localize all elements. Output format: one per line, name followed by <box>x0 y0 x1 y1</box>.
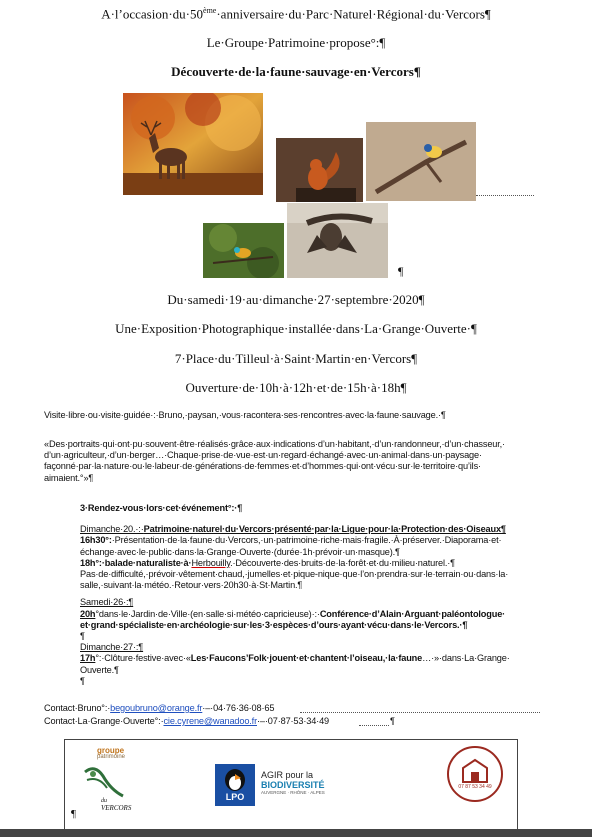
event-hours: Ouverture·de·10h·à·12h·et·de·15h·à·18h¶ <box>185 380 407 395</box>
bird-photo <box>366 122 476 201</box>
photo-dots <box>476 195 534 196</box>
event-address: 7·Place·du·Tilleul·à·Saint·Martin·en·Vercors¶ <box>174 351 418 366</box>
groupe-patrimoine-logo: groupe patrimoine du VERCORS <box>79 746 139 816</box>
sunday27-line: Dimanche·27·:¶ <box>80 642 144 653</box>
email-link-grange[interactable]: cie.cyrene@wanadoo.fr <box>163 716 257 726</box>
bottom-bar <box>0 829 592 837</box>
bee-eater-photo <box>203 223 284 278</box>
contact-bruno: Contact·Bruno°:·begoubruno@orange.fr·–·04·76·36·08·65 <box>44 703 275 713</box>
lpo-logo: LPO <box>215 764 255 806</box>
program-title: 3·Rendez-vous·lors·cet·événement°:·¶ <box>80 503 243 513</box>
event-dates: Du·samedi·19·au·dimanche·27·septembre·2020¶ <box>167 292 425 307</box>
event-exposition: Une·Exposition·Photographique·installée·dans·La·Grange·Ouverte·¶ <box>115 321 477 336</box>
sunday20-line: Dimanche·20.·:·Patrimoine·naturel·du·Vercors·présenté·par·la·Ligue·pour·la·Protection·des·Oiseaux¶ <box>80 524 506 535</box>
quote-paragraph: «Des·portraits·qui·ont·pu·souvent·être·réalisés·grâce·aux·indications·d’un·habitant,·d’un·randonneur,·d’un·chasseur,· d’un·agriculteur,·d’un·berger…·Chaque·prise·de·vue·est·un·regard·échangé·avec·un·animal·dans·un·paysage· façonné·par·la·nature·ou·le·labeur·de·générations·de·femmes·et·d’hommes·qui·ont·vécu·sur·le·territoire·qu’ils· aimaient.°»¶ <box>44 439 505 483</box>
visite-paragraph: Visite·libre·ou·visite·guidée·:·Bruno,·paysan,·vous·racontera·ses·rencontres·avec·la·faune·sauvage.·¶ <box>44 410 446 420</box>
logos-box <box>64 739 518 831</box>
contact-grange-dots <box>359 725 389 726</box>
squirrel-photo <box>276 138 363 202</box>
program-section: 3·Rendez-vous·lors·cet·événement°:·¶ Dimanche·20.·:·Patrimoine·naturel·du·Vercors·présenté·par·la·Ligue·pour·la·Protection·des·Oiseaux¶ 16h30°:·Présentation·de·la·faune·du·Vercors,·un·patrimoine·riche·mais·fragile.·À·préserver.·Diaporama·et· échange·avec·le·public·dans·la·Grange·Ouverte·(durée·1h·prévoir·un·masque).¶ 18h°:·balade·naturaliste·à·Herbouilly.·Découverte·des·bruits·de·la·forêt·et·du·milieu·naturel.·¶ Pas·de·difficulté,·prévoir·vêtement·chaud,·jumelles·et·pique-nique·que·l’on·prendra·sur·le·terrain·ou·dans·la· salle,·suivant·la·météo.·Retour·vers·20h30·à·St·Martin.¶ Samedi·26·:¶ 20h°dans·le·Jardin·de·Ville·(en·salle·si·météo·capricieuse)·:·Conférence·d’Alain·Arguant·paléontologue· et·grand·spécialiste·en·archéologie·sur·les·3·espèces·d’ours·ayant·vécu·dans·le·Vercors.·¶ ¶ Dimanche·27·:¶ 17h°:·Clôture·festive·avec·«Les·Faucons’Folk·jouent·et·chantent·l’oiseau,·la·faune…·»·dans·La·Grange· Ouverte.¶ ¶ <box>80 503 560 687</box>
email-link-bruno[interactable]: begoubruno@orange.fr <box>110 703 203 713</box>
agir-biodiversite-logo: AGIR pour la BIODIVERSITÉ AUVERGNE · RHÔNE · ALPES <box>261 770 325 795</box>
header-line-anniversary: A·l’occasion·du·50ème·anniversaire·du·Parc·Naturel·Régional·du·Vercors¶ <box>101 6 491 22</box>
grange-ouverte-seal: 07 87 53 34 49 <box>447 746 503 802</box>
deer-photo <box>123 93 263 195</box>
photo-pilcrow: ¶ <box>398 264 404 278</box>
bat-photo <box>287 203 388 278</box>
header-line-propose: Le·Groupe·Patrimoine·propose°:¶ <box>206 35 386 50</box>
document-title: Découverte·de·la·faune·sauvage·en·Vercors¶ <box>171 64 421 79</box>
contact-grange: Contact·La·Grange·Ouverte°:·cie.cyrene@wanadoo.fr·–·07·87·53·34·49 <box>44 716 330 726</box>
logo-box-pilcrow: ¶ <box>71 808 76 820</box>
saturday26-line: Samedi·26·:¶ <box>80 597 134 608</box>
contact-bruno-dots <box>300 712 540 713</box>
